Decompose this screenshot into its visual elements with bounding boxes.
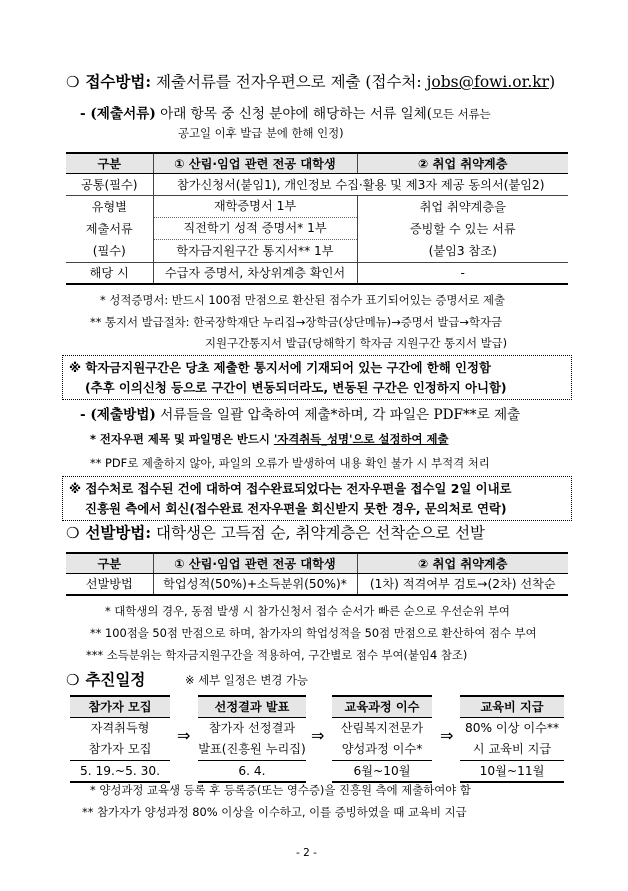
method-line <box>80 403 520 423</box>
submit-email-link[interactable]: jobs@fowi.or.kr <box>426 73 550 91</box>
method-note-1-prefix: * 전자우편 제목 및 파일명은 반드시 <box>90 432 274 446</box>
selection-note-2: ** 100점을 50점 만점으로 하며, 참가자의 학업성적을 50점 만점으로 환산하여 점수 부여 <box>90 626 537 640</box>
schedule-note-1: * 양성과정 교육생 등록 후 등록증(또는 영수증)을 진흥원 측에 제출하여야 함 <box>90 783 471 797</box>
selection-text: 대학생은 고득점 순, 취약계층은 선착순으로 선발 <box>151 524 486 542</box>
schedule-step-recruit <box>70 695 170 783</box>
circle-bullet-icon: ❍ <box>66 73 80 91</box>
notice-line: ※ 접수처로 접수된 건에 대하여 접수완료되었다는 전자우편을 접수일 2일 이내로 <box>69 481 512 496</box>
method-note-1 <box>90 431 448 447</box>
step-line: 자격취득형 <box>90 721 150 735</box>
submit-close: ) <box>549 73 556 91</box>
arrow-right-icon: ⇒ <box>311 726 325 745</box>
vulnerable-line: 증빙할 수 있는 서류 <box>409 221 516 236</box>
schedule-heading-line <box>66 668 145 690</box>
step-title: 참가자 모집 <box>70 695 170 718</box>
submit-heading-line <box>66 70 555 92</box>
circle-bullet-icon: ❍ <box>66 524 80 542</box>
step-line: 시 교육비 지급 <box>472 742 552 756</box>
method-note-2: ** PDF로 제출하지 않아, 파일의 오류가 발생하여 내용 확인 불가 시 부적격 처리 <box>90 456 490 470</box>
table-header: ① 산림·임업 관련 전공 대학생 <box>153 153 357 173</box>
table-row <box>66 262 568 284</box>
notice-box-interval <box>62 355 572 400</box>
circle-bullet-icon: ❍ <box>66 671 80 689</box>
step-line: 80% 이상 이수** <box>464 721 560 735</box>
doc-note-1: * 성적증명서: 반드시 100점 만점으로 환산된 점수가 표기되어있는 증명서로 제출 <box>100 293 505 307</box>
submit-text: 제출서류를 전자우편으로 제출 (접수처: <box>151 73 427 91</box>
step-title: 선정결과 발표 <box>198 695 306 718</box>
common-documents: 참가신청서(붙임1), 개인정보 수집·활용 및 제3자 제공 동의서(붙임2) <box>153 173 568 195</box>
selection-vulnerable: (1차) 적격여부 검토→(2차) 선착순 <box>357 573 568 595</box>
type-label-line: 유형별 <box>91 199 127 214</box>
row-label-selection: 선발방법 <box>66 573 153 595</box>
doc-note-2b: 지원구간통지서 발급(당해학기 학자금 지원구간 통지서 발급) <box>205 336 508 350</box>
step-date: 10월~11월 <box>460 760 564 783</box>
selection-student: 학업성적(50%)+소득분위(50%)* <box>153 573 357 595</box>
submit-heading: 접수방법: <box>85 72 152 91</box>
vulnerable-line: 취업 취약계층을 <box>419 199 506 214</box>
relevant-student: 수급자 증명서, 차상위계층 확인서 <box>153 262 357 284</box>
selection-note-1: * 대학생의 경우, 동점 발생 시 참가신청서 접수 순서가 빠른 순으로 우선순위 부여 <box>105 604 510 618</box>
arrow-right-icon: ⇒ <box>440 726 454 745</box>
row-label-common: 공통(필수) <box>66 173 153 195</box>
schedule-note: ※ 세부 일정은 변경 가능 <box>185 673 309 687</box>
table-row <box>66 195 568 262</box>
method-text: 서류들을 일괄 압축하여 제출*하며, 각 파일은 PDF**로 제출 <box>155 407 521 423</box>
notice-line: 진흥원 측에서 회신(접수완료 전자우편을 회신받지 못한 경우, 문의처로 연락) <box>85 501 507 516</box>
row-label-type <box>66 195 153 262</box>
student-document: 재학증명서 1부 <box>154 196 357 218</box>
table-row <box>66 173 568 195</box>
documents-note-1: 모든 서류는 <box>432 107 491 121</box>
step-date: 6월~10월 <box>332 760 432 783</box>
doc-note-2a: ** 통지서 발급절차: 한국장학재단 누리집→장학금(상단메뉴)→증명서 발급→학자금 <box>90 315 502 329</box>
step-line: 참가자 선정결과 <box>208 721 296 735</box>
step-line: 양성과정 이수* <box>341 742 423 756</box>
type-label-line: (필수) <box>92 243 126 258</box>
relevant-vulnerable: - <box>357 262 568 284</box>
step-title: 교육과정 이수 <box>332 695 432 718</box>
documents-label: - (제출서류) <box>80 106 156 122</box>
selection-table <box>66 552 568 596</box>
table-header: 구분 <box>66 553 153 573</box>
documents-text: 아래 항목 중 신청 분야에 해당하는 서류 일체( <box>155 106 433 122</box>
method-label: - (제출방법) <box>80 407 156 423</box>
step-date: 6. 4. <box>198 760 306 783</box>
notice-line: ※ 학자금지원구간은 당초 제출한 통지서에 기재되어 있는 구간에 한해 인정함 <box>69 360 491 375</box>
type-label-line: 제출서류 <box>85 221 133 236</box>
student-document: 직전학기 성적 증명서* 1부 <box>154 218 357 240</box>
page-number: - 2 - <box>296 847 317 859</box>
step-line: 발표(진흥원 누리집) <box>198 742 306 756</box>
documents-line <box>80 102 491 122</box>
table-header: ① 산림·임업 관련 전공 대학생 <box>153 553 357 573</box>
step-date: 5. 19.~5. 30. <box>70 760 170 783</box>
vulnerable-documents-cell <box>357 195 568 262</box>
vulnerable-line: (붙임3 참조) <box>428 243 497 258</box>
selection-note-3: *** 소득분위는 학자금지원구간을 적용하여, 구간별로 점수 부여(붙임4 참조) <box>86 648 468 662</box>
selection-heading-line <box>66 521 485 543</box>
step-line: 산림복지전문가 <box>340 721 424 735</box>
schedule-heading: 추진일정 <box>85 670 146 689</box>
step-title: 교육비 지급 <box>460 695 564 718</box>
schedule-step-payment <box>460 695 564 783</box>
student-documents-cell <box>153 195 357 262</box>
method-note-1-underlined: '자격취득_성명'으로 설정하여 제출 <box>273 432 449 446</box>
student-document: 학자금지원구간 통지서** 1부 <box>176 243 334 258</box>
table-header: ② 취업 취약계층 <box>357 153 568 173</box>
schedule-step-announce <box>198 695 306 783</box>
table-row <box>66 573 568 595</box>
schedule-note-2: ** 참가자가 양성과정 80% 이상을 이수하고, 이를 증빙하였을 때 교육비 지급 <box>82 805 467 819</box>
arrow-right-icon: ⇒ <box>177 726 191 745</box>
notice-box-reply <box>62 476 572 521</box>
schedule-step-course <box>332 695 432 783</box>
table-header: ② 취업 취약계층 <box>357 553 568 573</box>
documents-note-2: 공고일 이후 발급 분에 한해 인정) <box>178 126 344 140</box>
table-header: 구분 <box>66 153 153 173</box>
notice-line: (추후 이의신청 등으로 구간이 변동되더라도, 변동된 구간은 인정하지 아니함) <box>85 380 507 395</box>
selection-heading: 선발방법: <box>85 523 152 542</box>
documents-table <box>66 152 568 285</box>
row-label-relevant: 해당 시 <box>66 262 153 284</box>
step-line: 참가자 모집 <box>88 742 152 756</box>
